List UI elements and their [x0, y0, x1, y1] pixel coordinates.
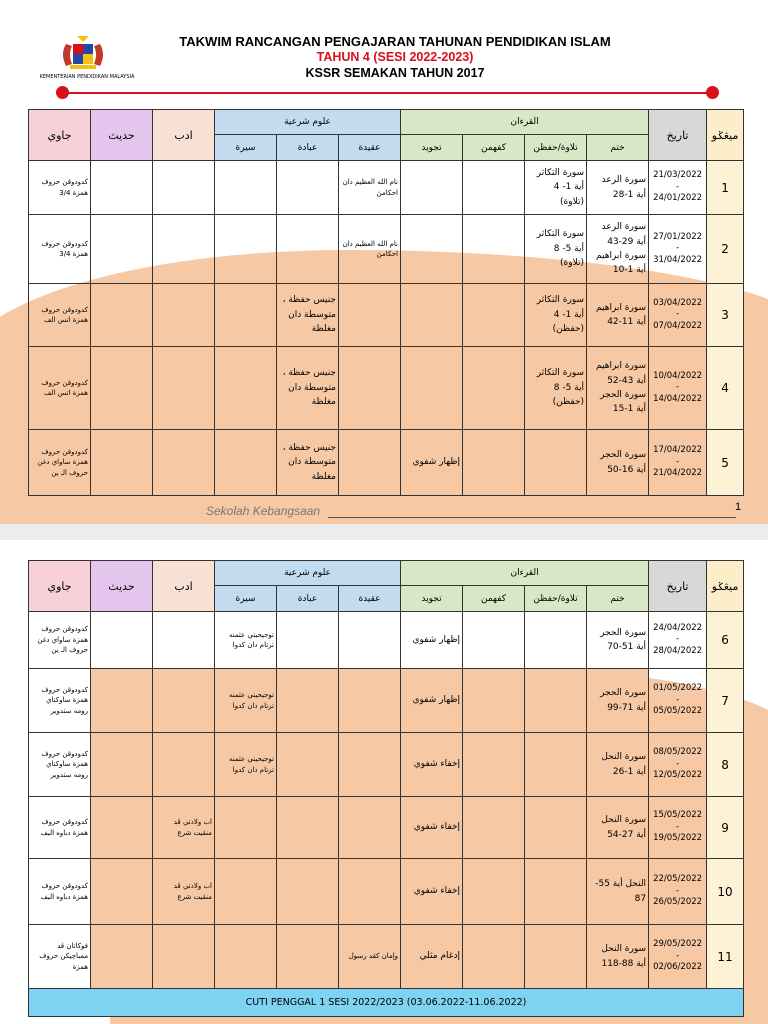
cell-sirah — [215, 797, 277, 859]
cell-aqidah — [339, 669, 401, 733]
cell-hadith — [91, 733, 153, 797]
header-khatam: ختم — [587, 586, 649, 612]
date-line: 24/01/2022 — [653, 193, 703, 204]
date-line: - — [676, 758, 680, 769]
cell-hadith — [91, 430, 153, 496]
cell-kefahaman — [463, 733, 525, 797]
cell-tilawah — [525, 733, 587, 797]
date-line: - — [676, 456, 680, 467]
cell-kefahaman — [463, 669, 525, 733]
cell-tilawah: سورة التكاثر أية 1- 4 (تلاوة) — [525, 161, 587, 215]
malaysia-crest-logo — [58, 34, 108, 72]
cell-ibadah: جنيس حفظة ، متوسطة دان مغلظة — [277, 430, 339, 496]
date-line: 27/01/2022 — [653, 231, 703, 242]
header-ulum-syariah: علوم شرعية — [215, 561, 401, 586]
date-line: 10/04/2022 — [653, 370, 703, 381]
cell-sirah — [215, 347, 277, 430]
cell-kefahaman — [463, 925, 525, 989]
cell-adab — [153, 925, 215, 989]
cell-aqidah: نام الله العظيم دان احكامڽ — [339, 161, 401, 215]
header-tilawah: تلاوة/حفظن — [525, 586, 587, 612]
date-line: 21/04/2022 — [653, 468, 703, 479]
date-line: 03/04/2022 — [653, 297, 703, 308]
header-tarikh: تاريخ — [649, 561, 707, 612]
cell-adab — [153, 612, 215, 669]
cell-hadith — [91, 612, 153, 669]
cell-minggu: 2 — [707, 215, 744, 284]
date-line: - — [676, 309, 680, 320]
table-row — [29, 430, 744, 496]
cell-ibadah — [277, 733, 339, 797]
cell-kefahaman — [463, 215, 525, 284]
cell-tilawah — [525, 925, 587, 989]
footer-school-label: Sekolah Kebangsaan — [206, 504, 321, 518]
header-sirah: سيرة — [215, 135, 277, 161]
cell-sirah: توجيحيني عثمنه ترتام دان كدوا — [215, 612, 277, 669]
cell-minggu: 10 — [707, 859, 744, 925]
cell-tajwid: إظهار شفوي — [401, 669, 463, 733]
term-break-banner: CUTI PENGGAL 1 SESI 2022/2023 (03.06.2022-11.06.2022) — [29, 989, 744, 1017]
header-minggu: ميڠݢو — [707, 561, 744, 612]
cell-tajwid: إظهار شفوي — [401, 430, 463, 496]
cell-hadith — [91, 161, 153, 215]
header-ibadah: عبادة — [277, 135, 339, 161]
cell-aqidah — [339, 797, 401, 859]
date-line: - — [676, 821, 680, 832]
header-hadith: حديث — [91, 561, 153, 612]
page-2 — [0, 540, 768, 1024]
date-line: 26/05/2022 — [653, 897, 703, 908]
cell-sirah — [215, 215, 277, 284]
cell-sirah — [215, 161, 277, 215]
cell-adab — [153, 161, 215, 215]
cell-jawi: كدودوقن حروف همزة اتس الف — [29, 347, 91, 430]
cell-aqidah: وإمان كڤد رسول — [339, 925, 401, 989]
cell-tarikh — [649, 612, 707, 669]
cell-aqidah — [339, 347, 401, 430]
header-tajwid: تجويد — [401, 135, 463, 161]
cell-khatam: سورة النحل أية 1-26 — [587, 733, 649, 797]
cell-jawi: كدودوقن حروف همزة ساوكتاي رومه ستدوير — [29, 733, 91, 797]
lesson-plan-table-1 — [28, 109, 744, 496]
cell-ibadah: جنيس حفظة ، متوسطة دان مغلظة — [277, 284, 339, 347]
cell-hadith — [91, 284, 153, 347]
header-sirah: سيرة — [215, 586, 277, 612]
table-row — [29, 797, 744, 859]
cell-kefahaman — [463, 612, 525, 669]
header-quran: القرءان — [401, 110, 649, 135]
cell-aqidah — [339, 733, 401, 797]
cell-minggu: 6 — [707, 612, 744, 669]
header-khatam: ختم — [587, 135, 649, 161]
cell-aqidah — [339, 430, 401, 496]
cell-adab — [153, 669, 215, 733]
cell-tajwid — [401, 347, 463, 430]
page-header — [0, 0, 768, 105]
table-row — [29, 347, 744, 430]
cell-kefahaman — [463, 347, 525, 430]
table-row — [29, 859, 744, 925]
cell-aqidah: نام الله العظيم دان احكامڽ — [339, 215, 401, 284]
date-line: - — [676, 950, 680, 961]
cell-khatam: سورة الحجر أية 51-70 — [587, 612, 649, 669]
cell-jawi: فوكاتان ڤد ممباچيكن حروف همزة — [29, 925, 91, 989]
date-line: 17/04/2022 — [653, 445, 703, 456]
cell-tarikh — [649, 669, 707, 733]
date-line: 21/03/2022 — [653, 170, 703, 181]
cell-sirah — [215, 284, 277, 347]
cell-tarikh — [649, 859, 707, 925]
cell-adab: اب ولادتي ڤد منڤيت شرع — [153, 859, 215, 925]
cell-khatam: سورة النحل أية 88-118 — [587, 925, 649, 989]
header-adab: ادب — [153, 110, 215, 161]
table-row — [29, 733, 744, 797]
cell-tilawah: سورة التكاثر أية 1- 4 (حفظن) — [525, 284, 587, 347]
date-line: 15/05/2022 — [653, 810, 703, 821]
date-line: 24/04/2022 — [653, 622, 703, 633]
page-gap — [0, 524, 768, 540]
header-ulum-syariah: علوم شرعية — [215, 110, 401, 135]
date-line: - — [676, 634, 680, 645]
document-subtitle-year: TAHUN 4 (SESI 2022-2023) — [316, 50, 474, 64]
cell-ibadah — [277, 925, 339, 989]
header-tarikh: تاريخ — [649, 110, 707, 161]
cell-aqidah — [339, 284, 401, 347]
cell-tarikh — [649, 284, 707, 347]
header-minggu: ميڠݢو — [707, 110, 744, 161]
cell-minggu: 11 — [707, 925, 744, 989]
cell-hadith — [91, 347, 153, 430]
cell-adab — [153, 215, 215, 284]
date-line: 07/04/2022 — [653, 320, 703, 331]
cell-adab — [153, 430, 215, 496]
date-line: 08/05/2022 — [653, 747, 703, 758]
header-kefahaman: كفهمن — [463, 135, 525, 161]
date-line: 28/04/2022 — [653, 645, 703, 656]
date-line: - — [676, 382, 680, 393]
cell-hadith — [91, 797, 153, 859]
cell-minggu: 5 — [707, 430, 744, 496]
header-jawi: جاوي — [29, 110, 91, 161]
cell-kefahaman — [463, 284, 525, 347]
header-hadith: حديث — [91, 110, 153, 161]
cell-ibadah — [277, 161, 339, 215]
cell-tajwid — [401, 215, 463, 284]
cell-tarikh — [649, 347, 707, 430]
header-ibadah: عبادة — [277, 586, 339, 612]
cell-khatam: سورة الحجر أية 16-50 — [587, 430, 649, 496]
document-title: TAKWIM RANCANGAN PENGAJARAN TAHUNAN PENDIDIKAN ISLAM — [179, 34, 611, 49]
table-row — [29, 669, 744, 733]
date-line: - — [676, 694, 680, 705]
cell-tarikh — [649, 925, 707, 989]
cell-hadith — [91, 669, 153, 733]
ministry-name: KEMENTERIAN PENDIDIKAN MALAYSIA — [39, 74, 135, 80]
cell-sirah — [215, 430, 277, 496]
cell-jawi: كدودوقن حروف همزة دباوه اليف — [29, 859, 91, 925]
cell-adab: اب ولادتي ڤد منڤيت شرع — [153, 797, 215, 859]
date-line: 12/05/2022 — [653, 770, 703, 781]
cell-tajwid: إخفاء شفوي — [401, 733, 463, 797]
cell-tarikh — [649, 215, 707, 284]
date-line: 29/05/2022 — [653, 939, 703, 950]
cell-tilawah: سورة التكاثر أية 5- 8 (تلاوة) — [525, 215, 587, 284]
cell-minggu: 7 — [707, 669, 744, 733]
cell-minggu: 8 — [707, 733, 744, 797]
lesson-plan-table-2 — [28, 560, 744, 1017]
cell-ibadah — [277, 612, 339, 669]
header-tajwid: تجويد — [401, 586, 463, 612]
cell-adab — [153, 733, 215, 797]
header-aqidah: عقيدة — [339, 135, 401, 161]
cell-ibadah: جنيس حفظة ، متوسطة دان مغلظة — [277, 347, 339, 430]
date-line: 01/05/2022 — [653, 683, 703, 694]
cell-jawi: كدودوقن حروف همزة ساواي دغن حروف الـ ين — [29, 430, 91, 496]
date-line: - — [676, 181, 680, 192]
cell-khatam: النحل أية 55-87 — [587, 859, 649, 925]
cell-minggu: 3 — [707, 284, 744, 347]
cell-kefahaman — [463, 161, 525, 215]
date-line: 05/05/2022 — [653, 706, 703, 717]
document-subtitle-kssr: KSSR SEMAKAN TAHUN 2017 — [305, 66, 485, 80]
header-divider — [62, 92, 712, 94]
footer-school-line — [328, 517, 736, 518]
cell-tajwid: إخفاء شفوي — [401, 859, 463, 925]
cell-tajwid: إخفاء شفوي — [401, 797, 463, 859]
divider-dot-left — [56, 86, 69, 99]
cell-jawi: كدودوقن حروف همزة 3/4 — [29, 161, 91, 215]
table-row — [29, 215, 744, 284]
cell-tajwid: إدغام مثلي — [401, 925, 463, 989]
cell-sirah: توجيحيني عثمنه ترتام دان كدوا — [215, 733, 277, 797]
cell-minggu: 1 — [707, 161, 744, 215]
cell-ibadah — [277, 797, 339, 859]
cell-jawi: كدودوقن حروف همزة 3/4 — [29, 215, 91, 284]
cell-khatam: سورة الرعد أية 1-28 — [587, 161, 649, 215]
date-line: 19/05/2022 — [653, 833, 703, 844]
cell-adab — [153, 284, 215, 347]
cell-tarikh — [649, 161, 707, 215]
cell-jawi: كدودوقن حروف همزة ساواي دغن حروف الـ ين — [29, 612, 91, 669]
cell-minggu: 9 — [707, 797, 744, 859]
cell-khatam: سورة ابراهيم أية 43-52 سورة الحجر أية 1-15 — [587, 347, 649, 430]
cell-tilawah — [525, 669, 587, 733]
cell-tarikh — [649, 797, 707, 859]
cell-kefahaman — [463, 797, 525, 859]
cell-khatam: سورة ابراهيم أية 11-42 — [587, 284, 649, 347]
cell-ibadah — [277, 215, 339, 284]
date-line: 02/06/2022 — [653, 962, 703, 973]
cell-hadith — [91, 859, 153, 925]
cell-tajwid — [401, 161, 463, 215]
cell-ibadah — [277, 859, 339, 925]
page-number: 1 — [735, 501, 742, 513]
cell-kefahaman — [463, 430, 525, 496]
cell-minggu: 4 — [707, 347, 744, 430]
table-row — [29, 161, 744, 215]
divider-dot-right — [706, 86, 719, 99]
cell-tarikh — [649, 733, 707, 797]
cell-tajwid — [401, 284, 463, 347]
cell-jawi: كدودوقن حروف همزة دباوه اليف — [29, 797, 91, 859]
table-row — [29, 925, 744, 989]
cell-tilawah — [525, 612, 587, 669]
date-line: - — [676, 243, 680, 254]
cell-tarikh — [649, 430, 707, 496]
cell-tilawah — [525, 430, 587, 496]
cell-hadith — [91, 925, 153, 989]
cell-tilawah: سورة التكاثر أية 5- 8 (حفظن) — [525, 347, 587, 430]
cell-tilawah — [525, 859, 587, 925]
date-line: - — [676, 885, 680, 896]
cell-jawi: كدودوقن حروف همزة اتس الف — [29, 284, 91, 347]
header-tilawah: تلاوة/حفظن — [525, 135, 587, 161]
cell-tajwid: إظهار شفوي — [401, 612, 463, 669]
date-line: 14/04/2022 — [653, 393, 703, 404]
header-kefahaman: كفهمن — [463, 586, 525, 612]
header-aqidah: عقيدة — [339, 586, 401, 612]
table-row — [29, 284, 744, 347]
cell-kefahaman — [463, 859, 525, 925]
cell-sirah — [215, 925, 277, 989]
cell-tilawah — [525, 797, 587, 859]
cell-ibadah — [277, 669, 339, 733]
cell-hadith — [91, 215, 153, 284]
cell-jawi: كدودوقن حروف همزة ساوكتاي رومه ستدوير — [29, 669, 91, 733]
date-line: 22/05/2022 — [653, 874, 703, 885]
date-line: 31/04/2022 — [653, 254, 703, 265]
cell-aqidah — [339, 612, 401, 669]
cell-sirah: توجيحيني عثمنه ترتام دان كدوا — [215, 669, 277, 733]
cell-khatam: سورة الرعد أية 29-43 سورة ابراهيم أية 1-10 — [587, 215, 649, 284]
header-adab: ادب — [153, 561, 215, 612]
cell-khatam: سورة النحل أية 27-54 — [587, 797, 649, 859]
cell-aqidah — [339, 859, 401, 925]
header-quran: القرءان — [401, 561, 649, 586]
cell-khatam: سورة الحجر أية 71-99 — [587, 669, 649, 733]
cell-adab — [153, 347, 215, 430]
table-row — [29, 612, 744, 669]
header-jawi: جاوي — [29, 561, 91, 612]
cell-sirah — [215, 859, 277, 925]
